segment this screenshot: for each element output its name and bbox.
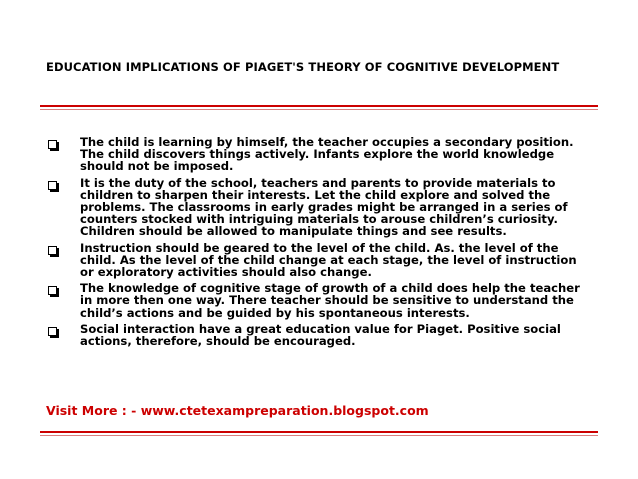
square-bullet-icon: [48, 327, 57, 336]
footer-link[interactable]: Visit More : - www.ctetexampreparation.blogspot.com: [46, 403, 429, 418]
bullet-text: Instruction should be geared to the level of the child. As. the level of the child. As the level of the child change at each stage, the level of instruction or exploratory activities should also change.: [80, 240, 577, 280]
bullet-text: The knowledge of cognitive stage of growth of a child does help the teacher in more then one way. There teacher should be sensitive to understand the child’s actions and be guided by his spontaneous interests.: [80, 281, 580, 320]
list-item: [46, 282, 594, 319]
bullet-text: It is the duty of the school, teachers and parents to provide materials to children to sharpen their interests. Let the child explore and solved the problems. The classrooms in early grades might be arranged in a series of counters stocked with intriguing materials to arouse children’s curiosity. Children should be allowed to manipulate things and see results.: [80, 175, 568, 239]
top-divider-thin: [40, 109, 598, 110]
square-bullet-icon: [48, 181, 57, 190]
slide-title: EDUCATION IMPLICATIONS OF PIAGET'S THEORY OF COGNITIVE DEVELOPMENT: [46, 60, 560, 74]
bullet-text: Social interaction have a great education value for Piaget. Positive social actions, therefore, should be encouraged.: [80, 321, 561, 349]
square-bullet-icon: [48, 140, 57, 149]
list-item: [46, 323, 594, 347]
list-item: [46, 242, 594, 279]
list-item: [46, 136, 594, 173]
bottom-divider: [40, 431, 598, 433]
list-item: [46, 177, 594, 238]
bottom-divider-thin: [40, 435, 598, 436]
top-divider: [40, 105, 598, 107]
bullet-list: [46, 136, 594, 351]
bullet-text: The child is learning by himself, the teacher occupies a secondary position. The child discovers things actively. Infants explore the world knowledge should not be imposed.: [80, 135, 574, 174]
square-bullet-icon: [48, 286, 57, 295]
square-bullet-icon: [48, 246, 57, 255]
